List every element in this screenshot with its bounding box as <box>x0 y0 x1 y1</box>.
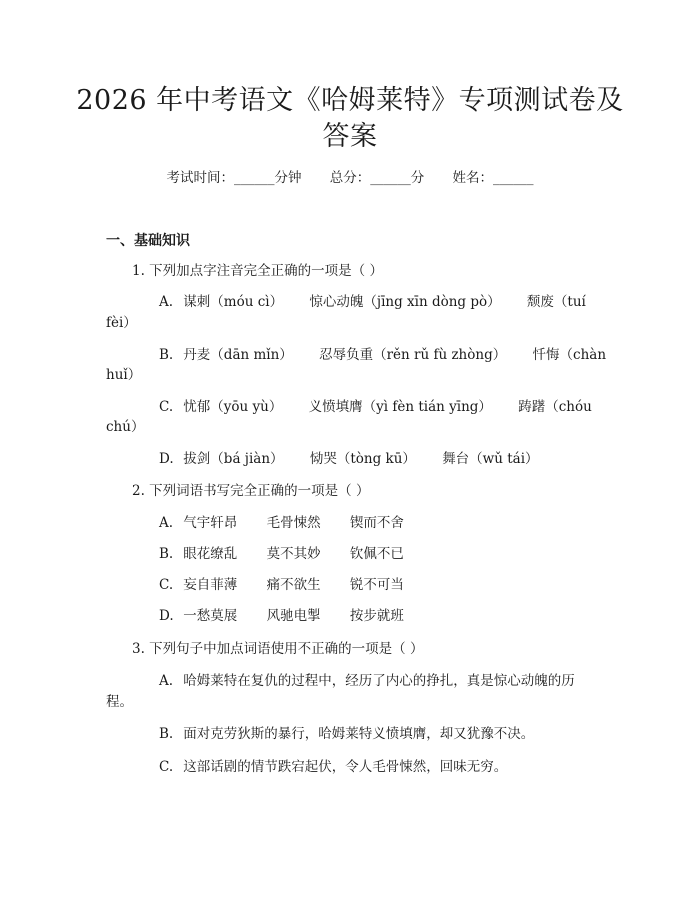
option-word: 钦佩不已 <box>349 546 404 562</box>
question-3-stem: 3. 下列句子中加点词语使用不正确的一项是（ ） <box>132 641 424 657</box>
option-word: 毛骨悚然 <box>266 515 321 531</box>
question-1-option-b-wrap: huǐ） <box>106 367 142 383</box>
question-1-option-c-wrap: chú） <box>106 419 145 435</box>
option-label: C. <box>159 577 174 593</box>
option-text: 这部话剧的情节跌宕起伏，令人毛骨悚然，回味无穷。 <box>183 759 508 775</box>
option-label: B. <box>159 347 174 363</box>
option-text: 面对克劳狄斯的暴行，哈姆莱特义愤填膺，却又犹豫不决。 <box>183 726 535 742</box>
exam-title-line1: 2026 年中考语文《哈姆莱特》专项测试卷及 <box>76 85 624 116</box>
question-3-option-c <box>159 758 507 776</box>
student-name-field: 姓名：______ <box>452 170 534 186</box>
option-label: C. <box>159 759 174 775</box>
option-word: 一愁莫展 <box>183 608 238 624</box>
question-3-option-a-wrap: 程。 <box>106 694 133 710</box>
option-item: 谋刺（móu cì） <box>183 294 284 310</box>
option-item: 拔剑（bá jiàn） <box>183 451 284 467</box>
option-label: A. <box>159 673 174 689</box>
question-3-option-a <box>159 672 575 690</box>
option-item: 忧郁（yōu yù） <box>183 399 283 415</box>
option-item: 颓废（tuí <box>526 294 586 310</box>
option-item: 丹麦（dān mǐn） <box>183 347 293 363</box>
option-word: 痛不欲生 <box>266 577 321 593</box>
option-item: 忏悔（chàn <box>532 347 607 363</box>
question-2-option-b <box>159 545 429 563</box>
section-heading-basics: 一、基础知识 <box>106 233 190 249</box>
option-word: 锲而不舍 <box>349 515 404 531</box>
option-label: B. <box>159 546 174 562</box>
option-label: A. <box>159 515 174 531</box>
option-label: B. <box>159 726 174 742</box>
question-1-option-a-wrap: fèi） <box>106 315 137 331</box>
option-word: 妄自菲薄 <box>183 577 238 593</box>
option-item: 忍辱负重（rěn rǔ fù zhòng） <box>319 347 507 363</box>
option-item: 舞台（wǔ tái） <box>442 451 539 467</box>
question-2-option-d <box>159 607 429 625</box>
option-word: 风驰电掣 <box>266 608 321 624</box>
question-1-option-c <box>159 398 592 416</box>
option-label: A. <box>159 294 174 310</box>
option-item: 义愤填膺（yì fèn tián yīng） <box>308 399 492 415</box>
exam-time-field: 考试时间：______分钟 <box>166 170 302 186</box>
question-2-option-c <box>159 576 429 594</box>
question-1-option-b <box>159 346 606 364</box>
exam-info-row <box>0 169 700 187</box>
option-item: 踌躇（chóu <box>518 399 592 415</box>
question-3-option-b <box>159 725 534 743</box>
option-word: 锐不可当 <box>349 577 404 593</box>
question-1-stem: 1. 下列加点字注音完全正确的一项是（ ） <box>132 263 383 279</box>
option-item: 恸哭（tòng kū） <box>309 451 416 467</box>
option-item: 惊心动魄（jīng xīn dòng pò） <box>309 294 501 310</box>
option-label: C. <box>159 399 174 415</box>
exam-title-line2: 答案 <box>322 121 378 152</box>
total-score-field: 总分：______分 <box>329 170 425 186</box>
option-label: D. <box>159 451 174 467</box>
option-label: D. <box>159 608 174 624</box>
option-text: 哈姆莱特在复仇的过程中，经历了内心的挣扎，真是惊心动魄的历 <box>183 673 575 689</box>
question-1-option-a <box>159 293 586 311</box>
question-2-option-a <box>159 514 429 532</box>
option-word: 按步就班 <box>349 608 404 624</box>
option-word: 莫不其妙 <box>266 546 321 562</box>
question-2-stem: 2. 下列词语书写完全正确的一项是（ ） <box>132 483 370 499</box>
option-word: 眼花缭乱 <box>183 546 238 562</box>
question-1-option-d <box>159 450 539 468</box>
option-word: 气宇轩昂 <box>183 515 238 531</box>
